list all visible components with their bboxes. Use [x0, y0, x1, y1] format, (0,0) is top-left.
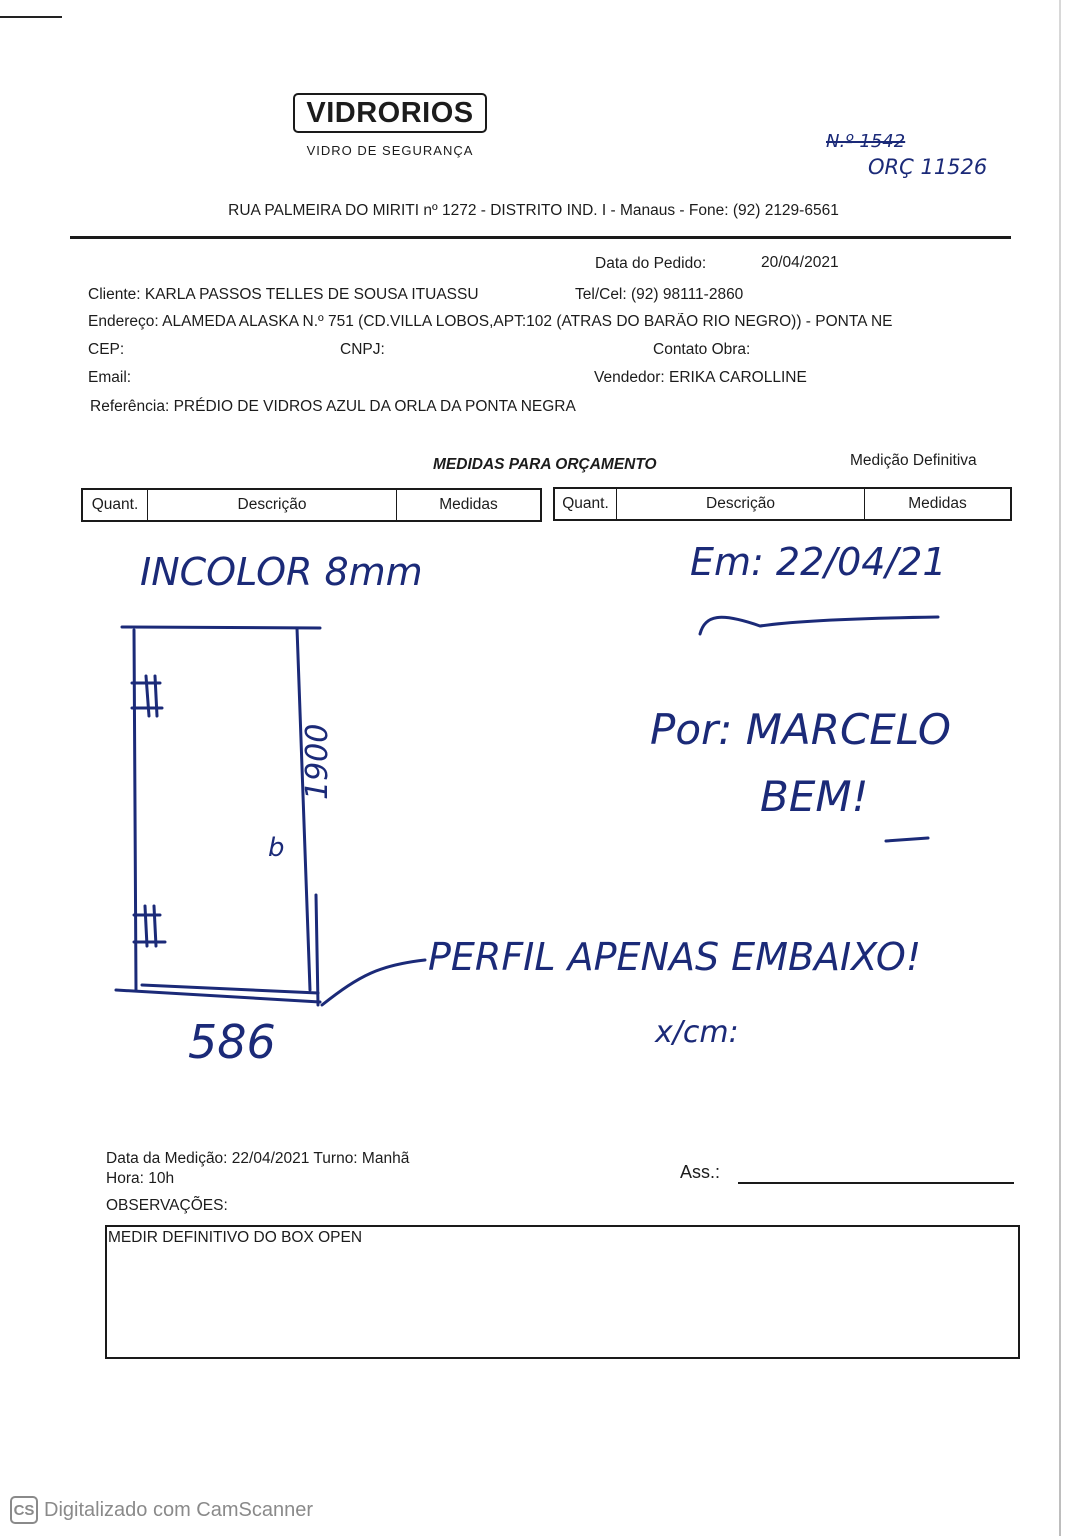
email-field: Email: — [88, 369, 132, 386]
company-logo: VIDRORIOS — [293, 93, 487, 133]
hinge-top — [132, 676, 162, 716]
observations-text: MEDIR DEFINITIVO DO BOX OPEN — [108, 1229, 363, 1246]
column-header: Quant. — [555, 489, 617, 519]
column-header: Descrição — [617, 489, 865, 519]
panel-top-line — [122, 627, 320, 628]
measures-title: MEDIDAS PARA ORÇAMENTO — [433, 456, 657, 473]
cnpj-field: CNPJ: — [340, 341, 385, 358]
scanner-watermark-text: Digitalizado com CamScanner — [44, 1498, 314, 1521]
company-address: RUA PALMEIRA DO MIRITI nº 1272 - DISTRITO IND. I - Manaus - Fone: (92) 2129-6561 — [228, 202, 839, 219]
camscanner-logo: CS — [10, 1496, 38, 1524]
client-name: Cliente: KARLA PASSOS TELLES DE SOUSA ITUASSU — [88, 286, 479, 303]
panel-right-line — [297, 628, 310, 990]
reference-field: Referência: PRÉDIO DE VIDROS AZUL DA ORLA DA PONTA NEGRA — [90, 398, 576, 415]
height-measure: 1900 — [300, 723, 335, 800]
column-header: Medidas — [908, 495, 967, 512]
date-underline — [700, 617, 938, 634]
order-date-label: Data do Pedido: — [595, 255, 707, 272]
material-note: INCOLOR 8mm — [140, 550, 423, 594]
door-marker: b — [268, 833, 285, 863]
right-edge-extension — [316, 895, 318, 1005]
column-header: Quant. — [83, 490, 148, 520]
cep-field: CEP: — [88, 341, 125, 358]
measured-by-note-2: BEM! — [760, 772, 869, 821]
order-date-value: 20/04/2021 — [761, 254, 839, 271]
width-measure: 586 — [188, 1015, 276, 1069]
seller-field: Vendedor: ERIKA CAROLLINE — [594, 369, 807, 386]
company-tagline: VIDRO DE SEGURANÇA — [306, 143, 474, 158]
signature-label: Ass.: — [680, 1162, 721, 1182]
client-phone: Tel/Cel: (92) 98111-2860 — [575, 286, 744, 303]
measurement-date-note: Em: 22/04/21 — [690, 540, 947, 584]
measurement-type: Medição Definitiva — [850, 452, 977, 469]
observations-label: OBSERVAÇÕES: — [106, 1197, 228, 1214]
budget-number: ORÇ 11526 — [868, 155, 988, 179]
measured-by-note: Por: MARCELO — [650, 705, 951, 754]
struck-order-number: N.º 1542 — [826, 131, 906, 152]
hinge-bottom — [134, 906, 165, 946]
name-underline — [886, 838, 928, 841]
note-leader-line — [322, 960, 425, 1005]
column-header: Medidas — [439, 496, 498, 513]
profile-note: PERFIL APENAS EMBAIXO! — [428, 935, 922, 979]
measurement-hour: Hora: 10h — [106, 1170, 175, 1187]
client-address: Endereço: ALAMEDA ALASKA N.º 751 (CD.VILLA LOBOS,APT:102 (ATRAS DO BARÃO RIO NEGRO)) - PONTA NE — [88, 313, 893, 330]
signature-line — [738, 1182, 1014, 1184]
contact-field: Contato Obra: — [653, 341, 751, 358]
extra-note: x/cm: — [655, 1015, 739, 1050]
scanner-watermark — [10, 1496, 313, 1524]
column-header: Descrição — [148, 490, 397, 520]
measurement-date: Data da Medição: 22/04/2021 Turno: Manhã — [106, 1150, 410, 1167]
